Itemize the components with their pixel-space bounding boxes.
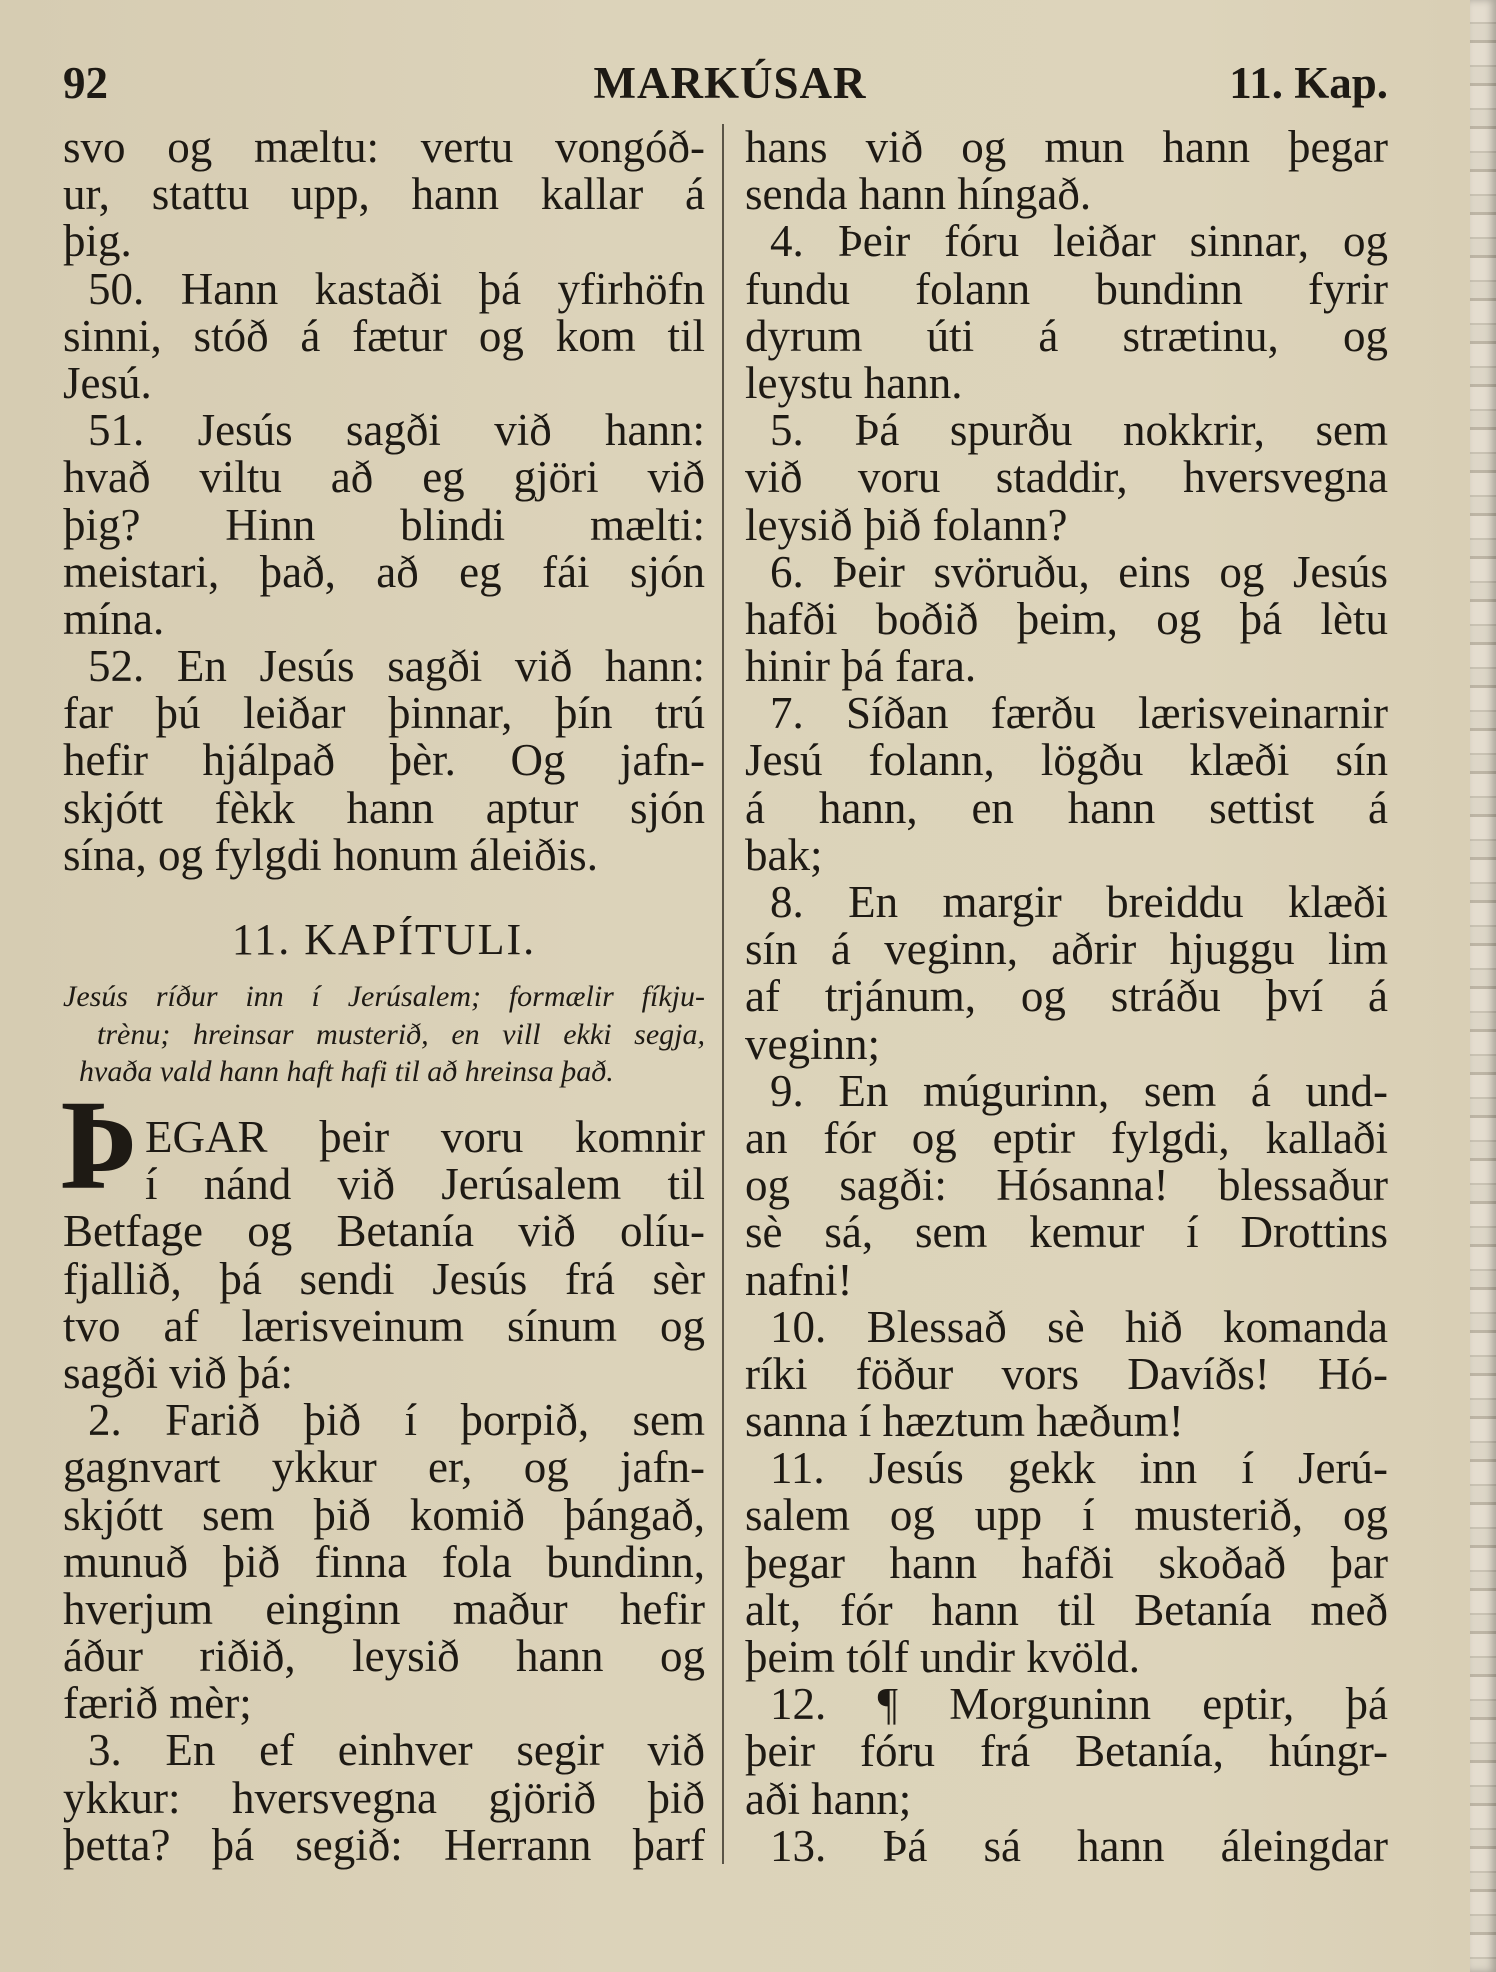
text-line: 2. Farið þið í þorpið, sem: [88, 1395, 705, 1446]
text-line: 4. Þeir fóru leiðar sinnar, og: [770, 216, 1388, 267]
text-line: 11. Jesús gekk inn í Jerú-: [770, 1443, 1388, 1494]
text-line: 50. Hann kastaði þá yfirhöfn: [88, 263, 705, 314]
text-line: á hann, en hann settist á: [745, 782, 1388, 833]
text-line: áður riðið, leysið hann og: [63, 1631, 705, 1682]
text-line: og sagði: Hósanna! blessaður: [745, 1160, 1388, 1211]
text-line: leysið þið folann?: [745, 499, 1068, 550]
text-line: senda hann híngað.: [745, 169, 1092, 220]
text-line: við voru staddir, hversvegna: [745, 452, 1388, 503]
text-line: nafni!: [745, 1254, 853, 1305]
text-line: meistari, það, að eg fái sjón: [63, 546, 705, 597]
text-line: hinir þá fara.: [745, 641, 977, 692]
text-line: 51. Jesús sagði við hann:: [88, 405, 705, 456]
text-line: þeir fóru frá Betanía, húngr-: [745, 1726, 1388, 1777]
text-line: skjótt fèkk hann aptur sjón: [63, 782, 705, 833]
text-line: sè sá, sem kemur í Drottins: [745, 1207, 1388, 1258]
text-line: gagnvart ykkur er, og jafn-: [63, 1442, 705, 1493]
text-line: veginn;: [745, 1018, 880, 1069]
text-line: sagði við þá:: [63, 1347, 293, 1398]
right-column-text: [745, 124, 1388, 1870]
text-line: munuð þið finna fola bundinn,: [63, 1536, 705, 1587]
text-line: leystu hann.: [745, 357, 963, 408]
text-line: hverjum einginn maður hefir: [63, 1583, 705, 1634]
text-line: sinni, stóð á fætur og kom til: [63, 310, 705, 361]
text-line: 6. Þeir svöruðu, eins og Jesús: [770, 546, 1388, 597]
text-line: þetta? þá segið: Herrann þarf: [63, 1819, 705, 1870]
summary-line: Jesús ríður inn í Jerúsalem; formælir fíkju-: [63, 980, 705, 1013]
text-line: fjallið, þá sendi Jesús frá sèr: [63, 1253, 705, 1304]
text-line: tvo af lærisveinum sínum og: [63, 1300, 705, 1351]
text-line: hans við og mun hann þegar: [745, 122, 1388, 172]
text-line: 52. En Jesús sagði við hann:: [88, 641, 705, 692]
left-column-bottom-text: [63, 1114, 705, 1869]
text-line: sanna í hæztum hæðum!: [745, 1396, 1184, 1447]
text-line: 13. Þá sá hann áleingdar: [770, 1820, 1388, 1871]
text-line: 8. En margir breiddu klæði: [770, 877, 1388, 927]
text-line: far þú leiðar þinnar, þín trú: [63, 688, 705, 739]
text-line: í nánd við Jerúsalem til: [145, 1159, 705, 1210]
column-divider: [722, 124, 724, 1864]
drop-cap: Þ: [60, 1074, 139, 1216]
text-line: 9. En múgurinn, sem á und-: [770, 1065, 1388, 1116]
chapter-summary: [63, 978, 705, 1091]
text-line: þig? Hinn blindi mælti:: [63, 499, 705, 550]
text-line: ykkur: hversvegna gjörið þið: [63, 1772, 705, 1823]
text-line: sín á veginn, aðrir hjuggu lim: [745, 924, 1388, 975]
text-line: 3. En ef einhver segir við: [88, 1725, 705, 1776]
text-line: 10. Blessað sè hið komanda: [770, 1301, 1388, 1352]
text-line: Betfage og Betanía við olíu-: [63, 1206, 705, 1257]
text-line: an fór og eptir fylgdi, kallaði: [745, 1112, 1388, 1163]
text-line: dyrum úti á strætinu, og: [745, 310, 1388, 361]
text-line: þegar hann hafði skoðað þar: [745, 1537, 1388, 1588]
text-line: hvað viltu að eg gjöri við: [63, 452, 705, 503]
text-line: ur, stattu upp, hann kallar á: [63, 169, 705, 220]
text-line: 12. ¶ Morguninn eptir, þá: [770, 1679, 1388, 1730]
summary-line: hvaða vald hann haft hafi til að hreinsa það.: [79, 1055, 614, 1089]
text-line: aði hann;: [745, 1773, 912, 1824]
text-line: Jesú.: [63, 357, 152, 408]
text-line: EGAR þeir voru komnir: [145, 1112, 705, 1162]
text-line: alt, fór hann til Betanía með: [745, 1584, 1388, 1635]
summary-line: trènu; hreinsar musterið, en vill ekki segja,: [97, 1017, 705, 1051]
text-line: þeim tólf undir kvöld.: [745, 1632, 1140, 1682]
text-line: af trjánum, og stráðu því á: [745, 971, 1388, 1022]
text-line: hafði boðið þeim, og þá lètu: [745, 593, 1388, 644]
text-line: fundu folann bundinn fyrir: [745, 263, 1388, 314]
text-line: bak;: [745, 829, 823, 880]
text-line: ríki föður vors Davíðs! Hó-: [745, 1348, 1388, 1399]
left-column-top-text: [63, 124, 705, 879]
text-line: Jesú folann, lögðu klæði sín: [745, 735, 1388, 786]
text-line: svo og mæltu: vertu vongóð-: [63, 122, 705, 172]
text-line: 5. Þá spurðu nokkrir, sem: [770, 405, 1388, 456]
running-title: MARKÚSAR: [593, 58, 867, 108]
text-line: sína, og fylgdi honum áleiðis.: [63, 829, 598, 880]
chapter-reference: 11. Kap.: [1229, 58, 1388, 108]
page-number: 92: [63, 58, 108, 108]
text-line: þig.: [63, 216, 132, 267]
text-line: mína.: [63, 593, 165, 644]
text-line: salem og upp í musterið, og: [745, 1490, 1388, 1541]
chapter-heading: 11. KAPÍTULI.: [231, 915, 537, 964]
text-line: hefir hjálpað þèr. Og jafn-: [63, 735, 705, 786]
text-line: skjótt sem þið komið þángað,: [63, 1489, 705, 1540]
adjacent-pages-edge: [1470, 0, 1496, 1972]
text-line: færið mèr;: [63, 1678, 252, 1729]
text-line: 7. Síðan færðu lærisveinarnir: [770, 688, 1388, 739]
